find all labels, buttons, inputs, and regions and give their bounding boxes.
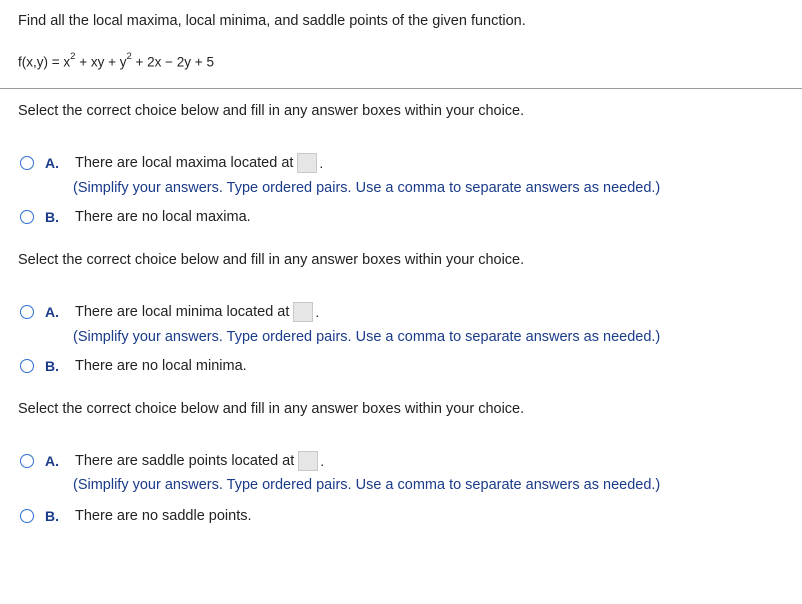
answer-hint: (Simplify your answers. Type ordered pairs. Use a comma to separate answers as needed.) bbox=[73, 329, 661, 345]
radio-button[interactable] bbox=[20, 305, 34, 319]
choice-minima-b[interactable] bbox=[20, 355, 247, 377]
choice-text: There are local maxima located at . bbox=[75, 155, 324, 171]
choice-letter: A. bbox=[45, 155, 59, 171]
divider bbox=[0, 88, 802, 89]
answer-hint: (Simplify your answers. Type ordered pairs. Use a comma to separate answers as needed.) bbox=[73, 477, 661, 493]
choice-text: There are no local minima. bbox=[75, 358, 247, 374]
problem-prompt: Find all the local maxima, local minima, and saddle points of the given function. bbox=[18, 13, 526, 29]
radio-button[interactable] bbox=[20, 210, 34, 224]
choice-text: There are no saddle points. bbox=[75, 508, 252, 524]
instruction-minima: Select the correct choice below and fill in any answer boxes within your choice. bbox=[18, 252, 525, 268]
choice-letter: B. bbox=[45, 508, 59, 524]
choice-minima-a[interactable] bbox=[20, 301, 319, 323]
exponent: 2 bbox=[70, 51, 76, 62]
choice-saddle-a[interactable] bbox=[20, 450, 324, 472]
choice-text: There are local minima located at . bbox=[75, 304, 320, 320]
choice-letter: A. bbox=[45, 304, 59, 320]
function-rest: + 2x − 2y + 5 bbox=[131, 54, 214, 70]
instruction-saddle: Select the correct choice below and fill in any answer boxes within your choice. bbox=[18, 401, 525, 417]
radio-button[interactable] bbox=[20, 509, 34, 523]
answer-box-saddle[interactable] bbox=[298, 451, 318, 471]
exponent: 2 bbox=[126, 51, 132, 62]
choice-letter: A. bbox=[45, 453, 59, 469]
choice-text: There are saddle points located at . bbox=[75, 453, 325, 469]
function-lhs: f(x,y) = x bbox=[18, 54, 71, 70]
choice-letter: B. bbox=[45, 358, 59, 374]
radio-button[interactable] bbox=[20, 454, 34, 468]
choice-saddle-b[interactable] bbox=[20, 505, 252, 527]
answer-box-minima[interactable] bbox=[293, 302, 313, 322]
answer-hint: (Simplify your answers. Type ordered pairs. Use a comma to separate answers as needed.) bbox=[73, 180, 661, 196]
instruction-maxima: Select the correct choice below and fill in any answer boxes within your choice. bbox=[18, 103, 525, 119]
choice-maxima-a[interactable] bbox=[20, 152, 323, 174]
radio-button[interactable] bbox=[20, 156, 34, 170]
radio-button[interactable] bbox=[20, 359, 34, 373]
function-mid: + xy + y bbox=[75, 54, 127, 70]
choice-maxima-b[interactable] bbox=[20, 206, 251, 228]
choice-text: There are no local maxima. bbox=[75, 209, 251, 225]
answer-box-maxima[interactable] bbox=[297, 153, 317, 173]
choice-letter: B. bbox=[45, 209, 59, 225]
function-expression bbox=[18, 53, 214, 70]
